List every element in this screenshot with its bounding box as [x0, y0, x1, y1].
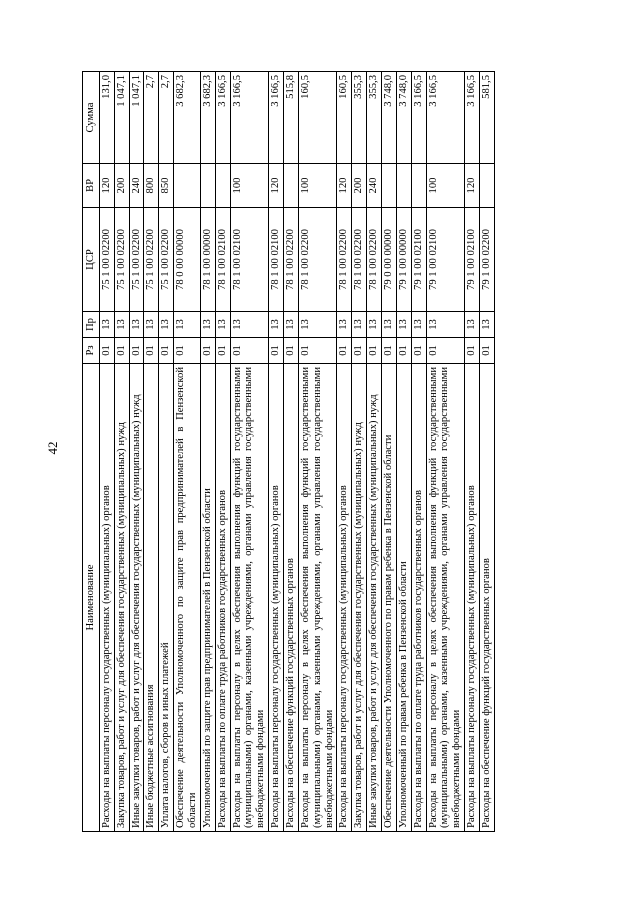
- cell-sum: 515,8: [284, 72, 299, 164]
- cell-csr: 78 0 00 00000: [174, 208, 201, 312]
- cell-sum: 3 166,5: [426, 72, 465, 164]
- cell-vr: 240: [129, 164, 144, 208]
- cell-csr: 78 1 00 02200: [367, 208, 382, 312]
- cell-rz: 01: [411, 338, 426, 364]
- cell-rz: 01: [200, 338, 215, 364]
- cell-csr: 79 1 00 00000: [396, 208, 411, 312]
- cell-pr: 13: [159, 312, 174, 338]
- cell-pr: 13: [337, 312, 352, 338]
- budget-table: [82, 71, 495, 832]
- cell-sum: 1 047,1: [129, 72, 144, 164]
- cell-name: Уполномоченный по правам ребенка в Пензенской области: [396, 364, 411, 832]
- cell-sum: 355,3: [367, 72, 382, 164]
- table-row: [99, 72, 114, 832]
- cell-vr: [382, 164, 397, 208]
- cell-vr: 200: [114, 164, 129, 208]
- cell-name: Уплата налогов, сборов и иных платежей: [159, 364, 174, 832]
- table-row: [215, 72, 230, 832]
- cell-csr: 78 1 00 02200: [298, 208, 337, 312]
- table-row: [114, 72, 129, 832]
- cell-sum: 3 682,3: [174, 72, 201, 164]
- cell-rz: 01: [367, 338, 382, 364]
- table-header-row: [83, 72, 100, 832]
- budget-table-rotated: [82, 72, 568, 832]
- cell-csr: 78 1 00 02100: [230, 208, 269, 312]
- cell-sum: 3 166,5: [215, 72, 230, 164]
- cell-name: Обеспечение деятельности Уполномоченного по защите прав предпринимателей в Пензенской области: [174, 364, 201, 832]
- cell-pr: 13: [298, 312, 337, 338]
- cell-vr: [174, 164, 201, 208]
- cell-rz: 01: [144, 338, 159, 364]
- cell-sum: 3 748,0: [396, 72, 411, 164]
- cell-pr: 13: [230, 312, 269, 338]
- cell-rz: 01: [284, 338, 299, 364]
- cell-vr: 800: [144, 164, 159, 208]
- header-pr: Пр: [83, 312, 100, 338]
- table-row: [337, 72, 352, 832]
- cell-name: Расходы на выплаты персоналу в целях обеспечения выполнения функций государственными (муниципальными) органами, казенными учреждениями, органами управления государственными внебюджетными фондами: [426, 364, 465, 832]
- cell-sum: 3 166,5: [411, 72, 426, 164]
- cell-vr: 120: [269, 164, 284, 208]
- cell-name: Закупка товаров, работ и услуг для обеспечения государственных (муниципальных) нужд: [352, 364, 367, 832]
- cell-sum: 131,0: [99, 72, 114, 164]
- table-row: [480, 72, 495, 832]
- cell-vr: 100: [230, 164, 269, 208]
- cell-sum: 3 682,3: [200, 72, 215, 164]
- cell-csr: 78 1 00 02200: [352, 208, 367, 312]
- cell-sum: 1 047,1: [114, 72, 129, 164]
- cell-pr: 13: [465, 312, 480, 338]
- table-row: [230, 72, 269, 832]
- cell-vr: 120: [99, 164, 114, 208]
- table-row: [298, 72, 337, 832]
- cell-csr: 75 1 00 02200: [159, 208, 174, 312]
- cell-vr: 120: [465, 164, 480, 208]
- cell-csr: 75 1 00 02200: [99, 208, 114, 312]
- cell-pr: 13: [144, 312, 159, 338]
- cell-name: Расходы на выплаты персоналу в целях обеспечения выполнения функций государственными (муниципальными) органами, казенными учреждениями, органами управления государственными внебюджетными фондами: [298, 364, 337, 832]
- cell-rz: 01: [99, 338, 114, 364]
- cell-name: Расходы на выплаты персоналу государственных (муниципальных) органов: [269, 364, 284, 832]
- cell-vr: [480, 164, 495, 208]
- cell-rz: 01: [114, 338, 129, 364]
- cell-rz: 01: [215, 338, 230, 364]
- cell-name: Иные бюджетные ассигнования: [144, 364, 159, 832]
- cell-name: Закупка товаров, работ и услуг для обеспечения государственных (муниципальных) нужд: [114, 364, 129, 832]
- cell-pr: 13: [215, 312, 230, 338]
- cell-vr: [215, 164, 230, 208]
- table-row: [159, 72, 174, 832]
- cell-name: Иные закупки товаров, работ и услуг для обеспечения государственных (муниципальных) нужд: [129, 364, 144, 832]
- cell-pr: 13: [352, 312, 367, 338]
- cell-name: Иные закупки товаров, работ и услуг для обеспечения государственных (муниципальных) нужд: [367, 364, 382, 832]
- table-row: [174, 72, 201, 832]
- table-body: [99, 72, 494, 832]
- cell-rz: 01: [465, 338, 480, 364]
- cell-pr: 13: [367, 312, 382, 338]
- cell-name: Расходы на выплаты персоналу государственных (муниципальных) органов: [99, 364, 114, 832]
- cell-sum: 3 166,5: [230, 72, 269, 164]
- cell-pr: 13: [129, 312, 144, 338]
- cell-vr: 850: [159, 164, 174, 208]
- cell-pr: 13: [269, 312, 284, 338]
- cell-rz: 01: [174, 338, 201, 364]
- cell-pr: 13: [99, 312, 114, 338]
- header-sum: Сумма: [83, 72, 100, 164]
- header-name: Наименование: [83, 364, 100, 832]
- table-row: [200, 72, 215, 832]
- table-row: [465, 72, 480, 832]
- cell-name: Расходы на выплаты персоналу государственных (муниципальных) органов: [337, 364, 352, 832]
- cell-pr: 13: [426, 312, 465, 338]
- cell-sum: 581,5: [480, 72, 495, 164]
- cell-rz: 01: [129, 338, 144, 364]
- cell-pr: 13: [480, 312, 495, 338]
- header-vr: ВР: [83, 164, 100, 208]
- cell-rz: 01: [426, 338, 465, 364]
- table-row: [396, 72, 411, 832]
- cell-rz: 01: [382, 338, 397, 364]
- cell-pr: 13: [284, 312, 299, 338]
- cell-sum: 355,3: [352, 72, 367, 164]
- cell-pr: 13: [174, 312, 201, 338]
- cell-vr: 100: [426, 164, 465, 208]
- cell-pr: 13: [396, 312, 411, 338]
- cell-name: Расходы на выплаты персоналу государственных (муниципальных) органов: [465, 364, 480, 832]
- cell-csr: 78 1 00 02200: [337, 208, 352, 312]
- cell-name: Расходы на обеспечение функций государственных органов: [284, 364, 299, 832]
- cell-csr: 79 1 00 02100: [426, 208, 465, 312]
- cell-csr: 79 1 00 02100: [465, 208, 480, 312]
- cell-pr: 13: [200, 312, 215, 338]
- cell-name: Расходы на выплаты по оплате труда работников государственных органов: [411, 364, 426, 832]
- cell-name: Расходы на обеспечение функций государственных органов: [480, 364, 495, 832]
- table-row: [144, 72, 159, 832]
- table-row: [352, 72, 367, 832]
- table-row: [411, 72, 426, 832]
- cell-pr: 13: [411, 312, 426, 338]
- table-row: [367, 72, 382, 832]
- table-row: [382, 72, 397, 832]
- cell-sum: 2,7: [159, 72, 174, 164]
- header-rz: Рз: [83, 338, 100, 364]
- cell-csr: 78 1 00 02100: [269, 208, 284, 312]
- cell-rz: 01: [352, 338, 367, 364]
- page-number: 42: [45, 441, 60, 455]
- cell-csr: 79 0 00 00000: [382, 208, 397, 312]
- cell-csr: 78 1 00 00000: [200, 208, 215, 312]
- cell-vr: 100: [298, 164, 337, 208]
- cell-csr: 78 1 00 02100: [215, 208, 230, 312]
- cell-sum: 3 166,5: [269, 72, 284, 164]
- cell-vr: 200: [352, 164, 367, 208]
- cell-vr: 240: [367, 164, 382, 208]
- cell-pr: 13: [114, 312, 129, 338]
- cell-csr: 75 1 00 02200: [129, 208, 144, 312]
- cell-vr: [411, 164, 426, 208]
- cell-vr: [396, 164, 411, 208]
- cell-csr: 79 1 00 02200: [480, 208, 495, 312]
- cell-rz: 01: [480, 338, 495, 364]
- table-row: [284, 72, 299, 832]
- cell-sum: 2,7: [144, 72, 159, 164]
- cell-sum: 3 166,5: [465, 72, 480, 164]
- cell-vr: [200, 164, 215, 208]
- cell-vr: 120: [337, 164, 352, 208]
- cell-rz: 01: [269, 338, 284, 364]
- cell-rz: 01: [159, 338, 174, 364]
- cell-rz: 01: [298, 338, 337, 364]
- cell-name: Расходы на выплаты по оплате труда работников государственных органов: [215, 364, 230, 832]
- cell-name: Уполномоченный по защите прав предпринимателей в Пензенской области: [200, 364, 215, 832]
- header-csr: ЦСР: [83, 208, 100, 312]
- cell-vr: [284, 164, 299, 208]
- cell-sum: 160,5: [298, 72, 337, 164]
- cell-rz: 01: [396, 338, 411, 364]
- cell-name: Обеспечение деятельности Уполномоченного по правам ребенка в Пензенской области: [382, 364, 397, 832]
- cell-csr: 79 1 00 02100: [411, 208, 426, 312]
- cell-csr: 75 1 00 02200: [144, 208, 159, 312]
- cell-csr: 75 1 00 02200: [114, 208, 129, 312]
- cell-name: Расходы на выплаты персоналу в целях обеспечения выполнения функций государственными (муниципальными) органами, казенными учреждениями, органами управления государственными внебюджетными фондами: [230, 364, 269, 832]
- table-row: [269, 72, 284, 832]
- cell-pr: 13: [382, 312, 397, 338]
- cell-rz: 01: [230, 338, 269, 364]
- table-row: [129, 72, 144, 832]
- cell-csr: 78 1 00 02200: [284, 208, 299, 312]
- table-row: [426, 72, 465, 832]
- cell-sum: 160,5: [337, 72, 352, 164]
- cell-sum: 3 748,0: [382, 72, 397, 164]
- cell-rz: 01: [337, 338, 352, 364]
